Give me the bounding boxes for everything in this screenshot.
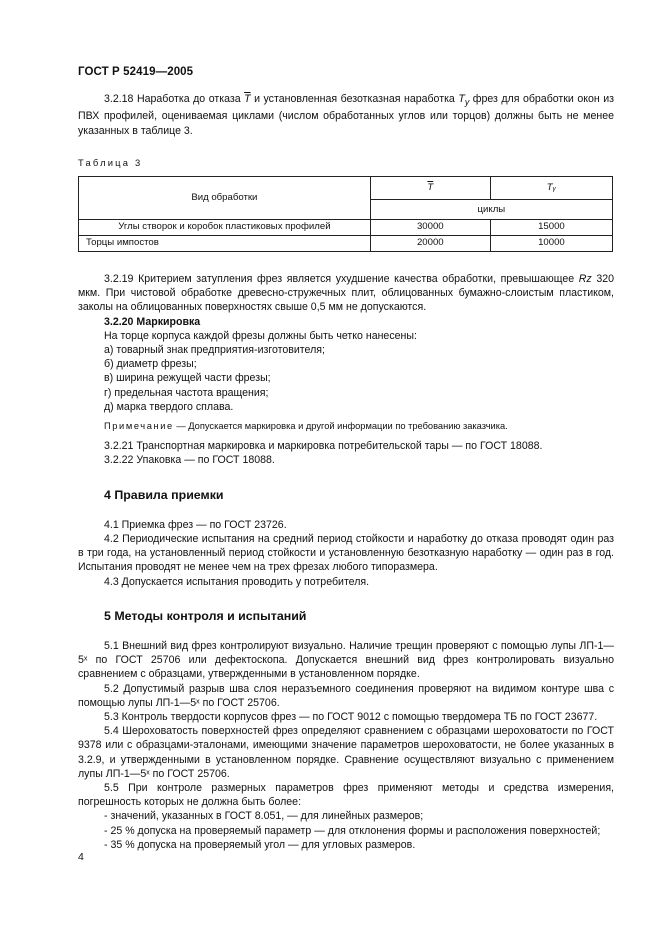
marking-item-c: в) ширина режущей части фрезы;	[104, 372, 271, 385]
text-run: 320 мкм. При чистовой обработке древесно-стружечных плит, облицованных бумажно-слоистым пластиком, заколы на облицованных поверхностях свыше 0,5 мм не допускаются.	[78, 272, 614, 314]
note-text: — Допускается маркировка и другой информации по требованию заказчика.	[173, 420, 508, 431]
paragraph-3-2-19	[78, 272, 614, 315]
symbol-ty: T	[458, 93, 465, 105]
heading-3-2-20: 3.2.20 Маркировка	[104, 315, 201, 328]
symbol-t-mean: $\overline{T}$	[244, 93, 251, 105]
text-run: и установленная безотказная наработка	[250, 93, 459, 105]
section-5-title: 5 Методы контроля и испытаний	[104, 608, 307, 623]
section-4-title: 4 Правила приемки	[104, 487, 224, 502]
marking-item-a: а) товарный знак предприятия-изготовителя;	[104, 343, 325, 356]
table-row	[79, 235, 613, 251]
text-run: Наработка до отказа	[136, 93, 245, 105]
paragraph-4-1: 4.1 Приемка фрез — по ГОСТ 23726.	[104, 518, 287, 531]
table-3	[78, 176, 613, 252]
symbol-subscript: y	[464, 97, 470, 108]
symbol-rz: Rz	[578, 272, 592, 285]
header-ty: Tᵧ	[490, 176, 612, 200]
paragraph-4-2: 4.2 Периодические испытания на средний период стойкости и наработку до отказа проводят один раз в три года, на установленный период стойкости и установленную безотказную наработку — один раз в год. Испытания проводят не менее чем на трех фрезах любого типоразмера.	[78, 532, 614, 574]
row-1-type: Углы створок и коробок пластиковых профилей	[79, 219, 371, 235]
row-1-ty: 15000	[490, 219, 612, 235]
paragraph-3-2-21: 3.2.21 Транспортная маркировка и маркировка потребительской тары — по ГОСТ 18088.	[104, 440, 543, 453]
bullet-angle: - 35 % допуска на проверяемый угол — для угловых размеров.	[104, 838, 416, 851]
text-run: фрез для обработки окон из ПВХ профилей, оцениваемая циклами (числом обработанных углов или торцов) должны быть не менее указанных в таблице 3.	[78, 93, 614, 137]
header-units: циклы	[370, 200, 612, 219]
page-content	[78, 92, 614, 852]
bullet-form: - 25 % допуска на проверяемый параметр — для отклонения формы и расположения поверхностей;	[104, 824, 601, 837]
paragraph-5-5: 5.5 При контроле размерных параметров фрез применяют методы и средства измерения, погрешность которых не должна быть более:	[78, 782, 614, 809]
marking-item-b: б) диаметр фрезы;	[104, 358, 197, 371]
paragraph-3-2-22: 3.2.22 Упаковка — по ГОСТ 18088.	[104, 454, 275, 467]
marking-intro: На торце корпуса каждой фрезы должны быть четко нанесены:	[104, 329, 417, 342]
paragraph-number: 3.2.19	[104, 272, 134, 285]
row-2-type: Торцы импостов	[79, 235, 371, 251]
header-t: $\overline{T}$	[370, 176, 490, 200]
paragraph-4-3: 4.3 Допускается испытания проводить у потребителя.	[104, 575, 370, 588]
paragraph-5-2: 5.2 Допустимый разрыв шва слоя неразъемного соединения проверяют на видимом контуре шва с помощью лупы ЛП-1—5ˣ по ГОСТ 25706.	[78, 682, 614, 709]
note-label: Примечание	[104, 420, 174, 431]
paragraph-5-1: 5.1 Внешний вид фрез контролируют визуально. Наличие трещин проверяют с помощью лупы ЛП-1—5ˣ по ГОСТ 25706 или дефектоскопа. Допускается внешний вид фрез контролировать визуально сравнением с образцами, утвержденными в установленном порядке.	[78, 639, 614, 681]
marking-note	[78, 419, 614, 433]
paragraph-number: 3.2.18	[104, 93, 134, 105]
paragraph-5-3: 5.3 Контроль твердости корпусов фрез — по ГОСТ 9012 с помощью твердомера ТБ по ГОСТ 23677.	[104, 711, 598, 723]
row-1-t: 30000	[370, 219, 490, 235]
row-2-t: 20000	[370, 235, 490, 251]
marking-item-e: д) марка твердого сплава.	[104, 400, 234, 413]
page-number: 4	[78, 851, 84, 863]
paragraph-3-2-18	[78, 92, 614, 138]
table-row	[79, 219, 613, 235]
paragraph-5-4: 5.4 Шероховатость поверхностей фрез определяют сравнением с образцами шероховатости по ГОСТ 9378 или с образцами-эталонами, имеющими значение параметров шероховатости, не более указанных в 3.2.9, и утвержденными в установленном порядке. Сравнение осуществляют визуально с применением лупы ЛП-1—5ˣ по ГОСТ 25706.	[78, 725, 614, 780]
marking-item-d: г) предельная частота вращения;	[104, 386, 269, 399]
text-run: Критерием затупления фрез является ухудшение качества обработки, превышающее	[138, 272, 579, 285]
header-type: Вид обработки	[79, 176, 371, 219]
bullet-linear: - значений, указанных в ГОСТ 8.051, — для линейных размеров;	[104, 810, 424, 823]
row-2-ty: 10000	[490, 235, 612, 251]
table-caption: Таблица 3	[78, 156, 143, 168]
document-header: ГОСТ Р 52419—2005	[78, 66, 194, 78]
